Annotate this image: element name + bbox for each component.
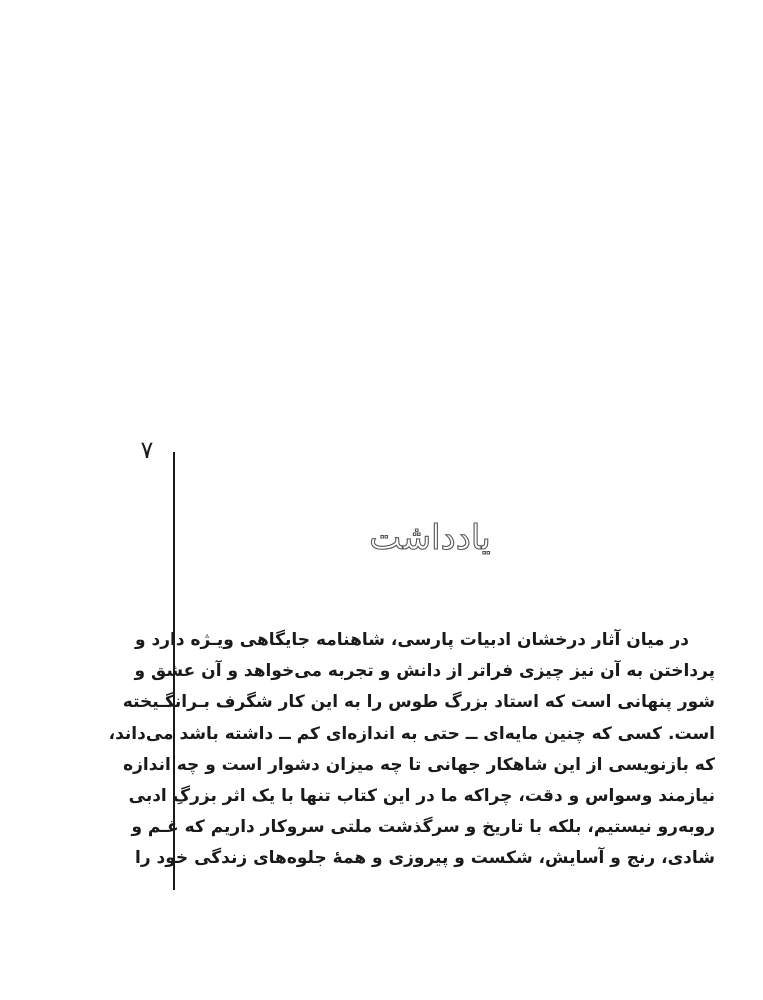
- text-line: شور پنهانی است که استاد بزرگ طوس را به این کار شگرف بـرانگـیخته: [122, 692, 715, 713]
- text-line: پرداختن به آن نیز چیزی فراتر از دانش و تجربه می‌خواهد و آن عشق و: [134, 661, 715, 682]
- text-line: در میان آثار درخشان ادبیات پارسی، شاهنامه جایگاهی ویـژه دارد و: [135, 630, 689, 650]
- text-line: شادی، رنج و آسایش، شکست و پیروزی و همهٔ جلوه‌های زندگی خود را: [135, 848, 715, 869]
- page-number: ۷: [140, 436, 154, 464]
- body-paragraph: [108, 625, 715, 875]
- text-line: نیازمند وسواس و دقت، چراکه ما در این کتاب تنها با یک اثر بزرگِ ادبی: [128, 785, 715, 806]
- text-line: روبه‌رو نیستیم، بلکه با تاریخ و سرگذشت ملتی سروکار داریم که غـم و: [131, 817, 715, 838]
- text-line: است. کسی که چنین مایه‌ای ــ حتی به اندازه‌ای کم ــ داشته باشد می‌داند،: [108, 723, 715, 744]
- text-line: که بازنویسی از این شاهکار جهانی تا چه میزان دشوار است و چه اندازه: [123, 754, 715, 775]
- section-heading: یادداشت: [369, 518, 491, 558]
